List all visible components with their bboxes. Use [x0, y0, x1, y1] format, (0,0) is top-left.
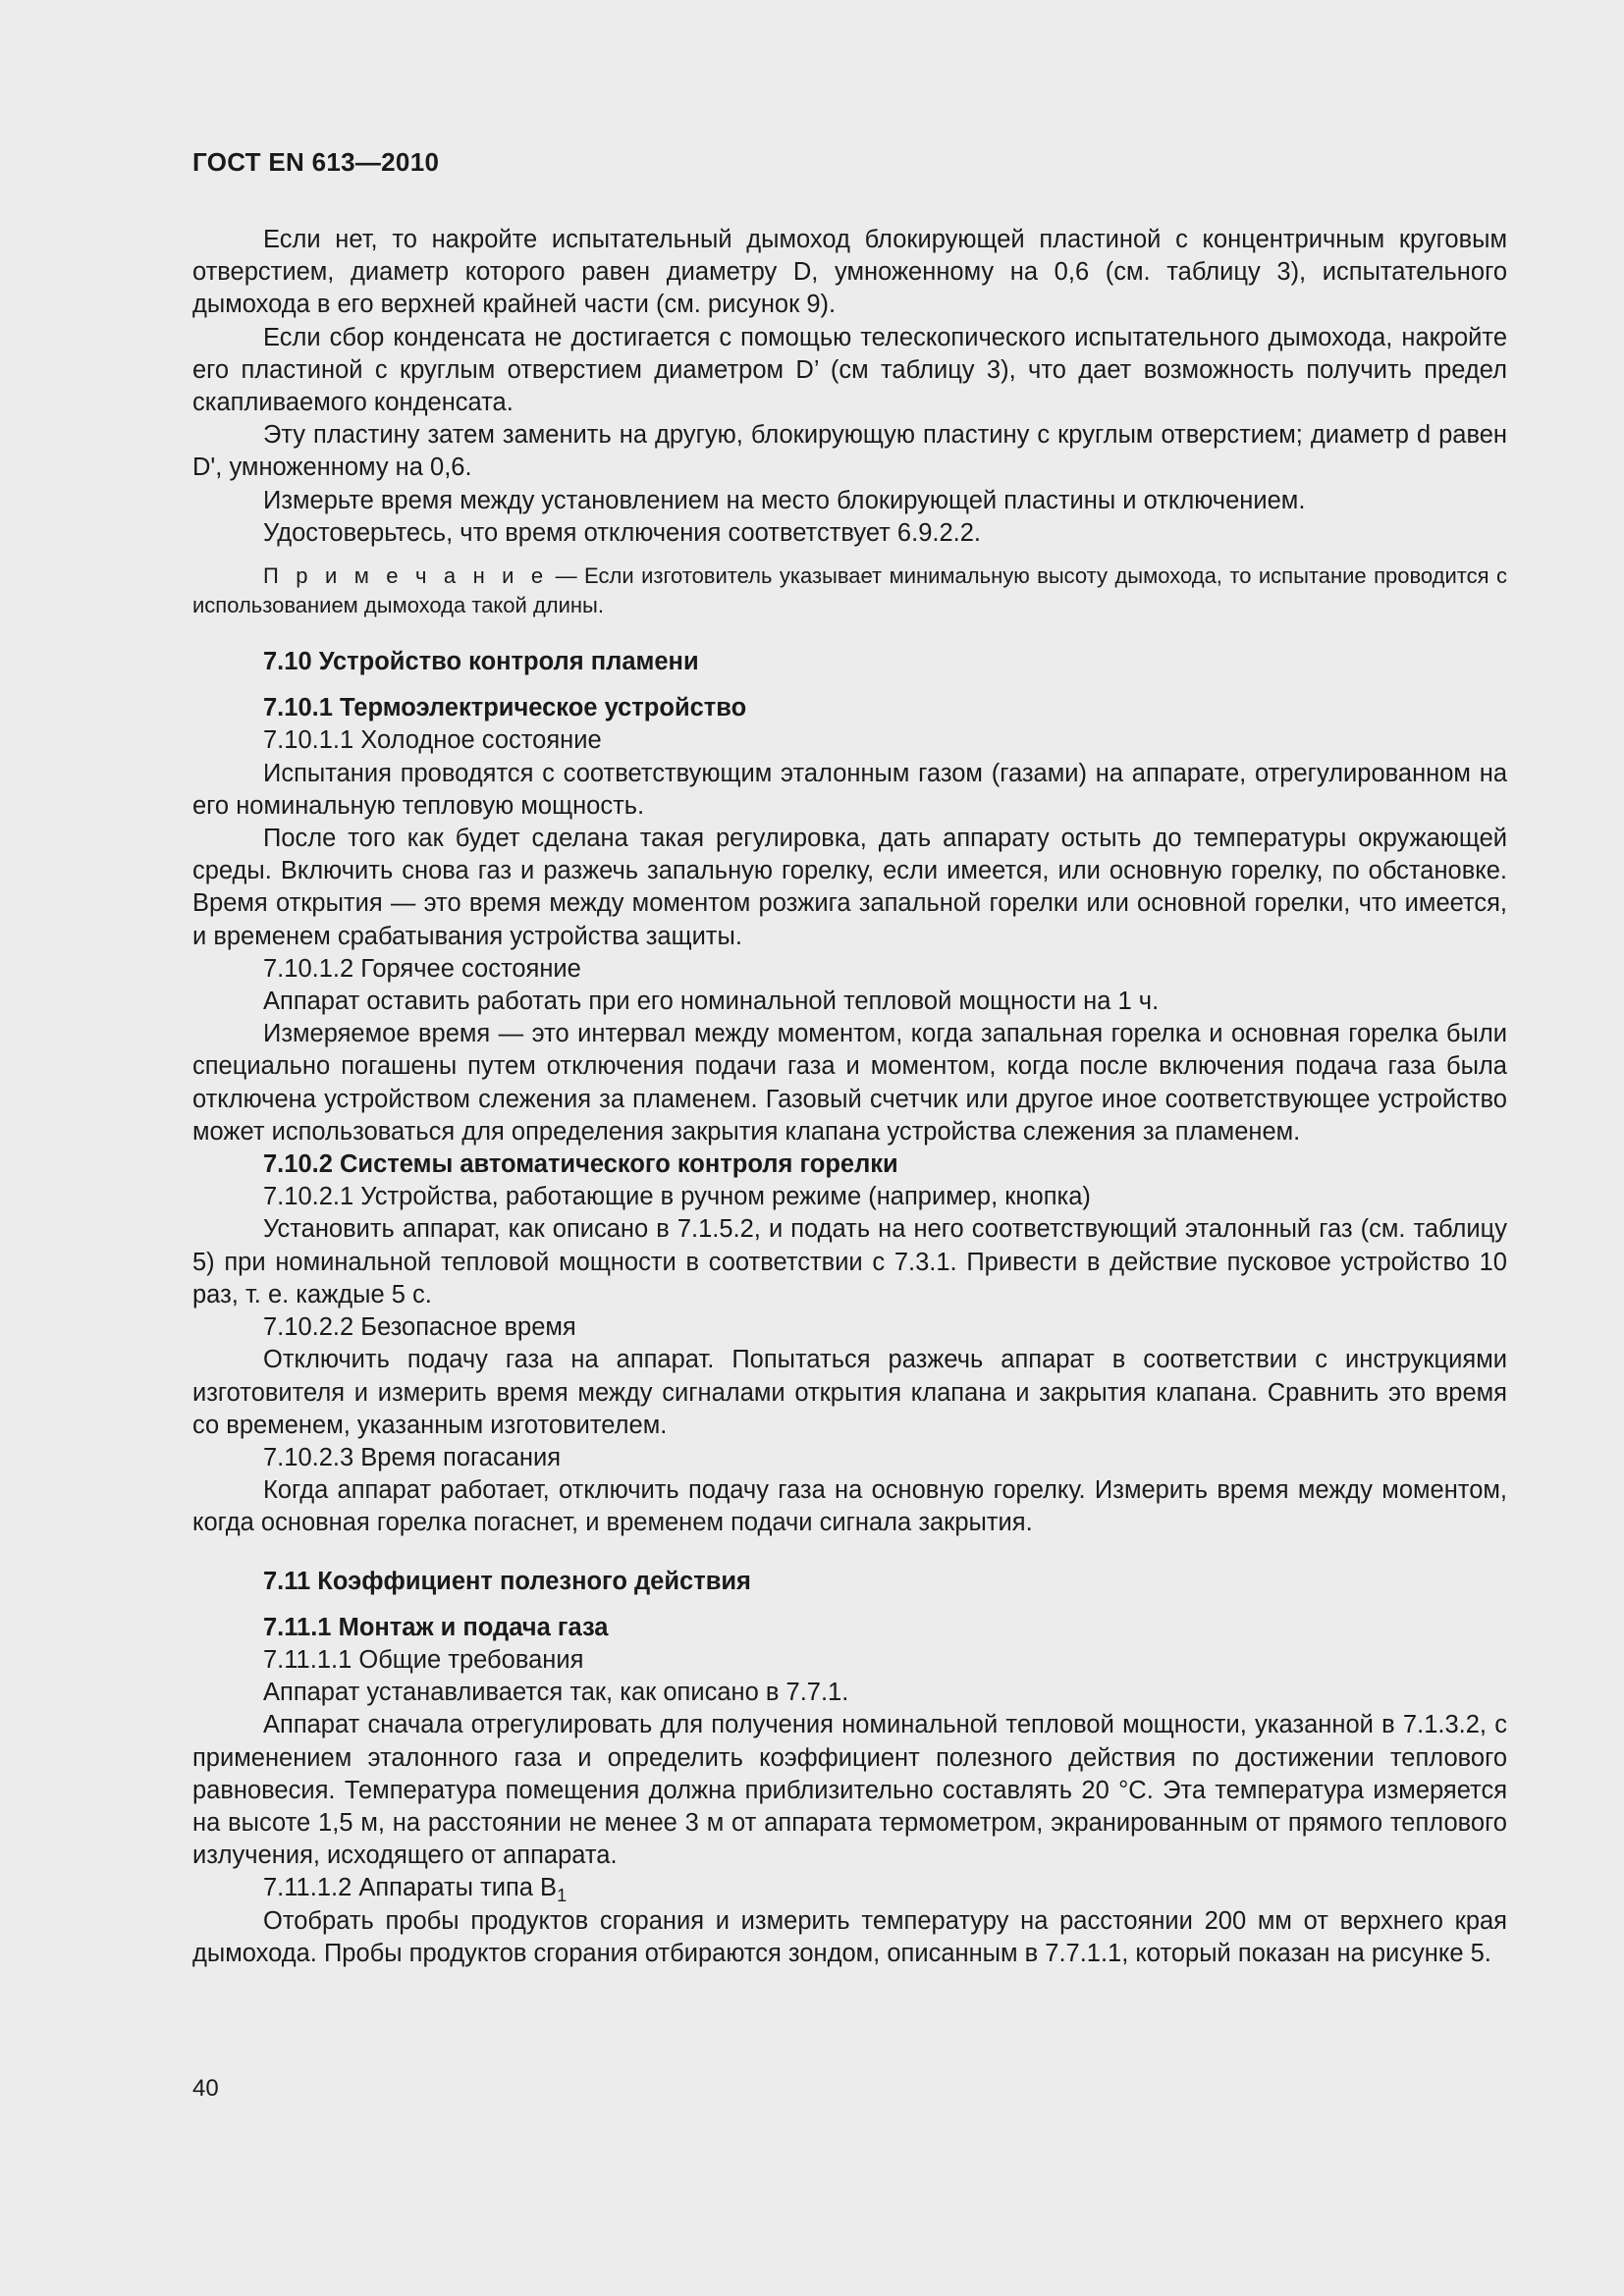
clause-heading-text: 7.11.1.2 Аппараты типа В — [263, 1874, 558, 1902]
paragraph: Когда аппарат работает, отключить подачу газа на основную горелку. Измерить время между моментом, когда основная горелка погаснет, и временем подачи сигнала закрытия. — [192, 1476, 1507, 1537]
section-heading-7-10: 7.10 Устройство контроля пламени — [263, 648, 699, 676]
paragraph: Отобрать пробы продуктов сгорания и измерить температуру на расстоянии 200 мм от верхнего края дымохода. Пробы продуктов сгорания отбираются зондом, описанным в 7.7.1.1, который показан на рисунке 5. — [192, 1906, 1507, 1967]
clause-heading-7-10-2-1: 7.10.2.1 Устройства, работающие в ручном режиме (например, кнопка) — [263, 1183, 1091, 1211]
paragraph: Аппарат устанавливается так, как описано в 7.7.1. — [263, 1679, 849, 1707]
subsection-heading-7-10-2: 7.10.2 Системы автоматического контроля горелки — [263, 1150, 898, 1179]
paragraph: Измеряемое время — это интервал между моментом, когда запальная горелка и основная горелка были специально погашены путем отключения подачи газа и моментом, когда после включения подача газа была отключена устройством слежения за пламенем. Газовый счетчик или другое иное соответствующее устройство может использоваться для определения закрытия клапана устройства слежения за пламенем. — [192, 1020, 1507, 1146]
paragraph: Эту пластину затем заменить на другую, блокирующую пластину с круглым отверстием; диаметр d равен D', умноженному на 0,6. — [192, 421, 1507, 482]
subscript: 1 — [557, 1886, 568, 1906]
paragraph: После того как будет сделана такая регулировка, дать аппарату остыть до температуры окружающей среды. Включить снова газ и разжечь запальную горелку, если имеется, или основную горелку, по обстановке. Время открытия — это время между моментом розжига запальной горелки или основной горелки, что имеется, и временем срабатывания устройства защиты. — [192, 825, 1507, 950]
document-title: ГОСТ EN 613—2010 — [192, 147, 440, 177]
paragraph: Если нет, то накройте испытательный дымоход блокирующей пластиной с концентричным круговым отверстием, диаметр которого равен диаметру D, умноженному на 0,6 (см. таблицу 3), испытательного дымохода в его верхней крайней части (см. рисунок 9). — [192, 226, 1507, 319]
paragraph: Испытания проводятся с соответствующим эталонным газом (газами) на аппарате, отрегулированном на его номинальную тепловую мощность. — [192, 759, 1507, 820]
paragraph: Отключить подачу газа на аппарат. Попытаться разжечь аппарат в соответствии с инструкциями изготовителя и измерить время между сигналами открытия клапана и закрытия клапана. Сравнить это время со временем, указанным изготовителем. — [192, 1346, 1507, 1439]
clause-heading-7-11-1-2 — [192, 1872, 1507, 1904]
paragraph: Аппарат оставить работать при его номинальной тепловой мощности на 1 ч. — [263, 988, 1160, 1016]
paragraph: Удостоверьтесь, что время отключения соответствует 6.9.2.2. — [263, 518, 981, 547]
clause-heading-7-10-1-2: 7.10.1.2 Горячее состояние — [263, 954, 581, 983]
clause-heading-7-10-2-2: 7.10.2.2 Безопасное время — [263, 1313, 576, 1342]
clause-heading-7-10-2-3: 7.10.2.3 Время погасания — [263, 1443, 562, 1471]
page-number: 40 — [192, 2075, 219, 2102]
paragraph: Аппарат сначала отрегулировать для получения номинальной тепловой мощности, указанной в 7.1.3.2, с применением эталонного газа и определить коэффициент полезного действия по достижении теплового равновесия. Температура помещения должна приблизительно составлять 20 °С. Эта температура измеряется на высоте 1,5 м, на расстоянии не менее 3 м от аппарата термометром, экранированным от прямого теплового излучения, исходящего от аппарата. — [192, 1711, 1507, 1870]
paragraph: Если сбор конденсата не достигается с помощью телескопического испытательного дымохода, накройте его пластиной с круглым отверстием диаметром D’ (см таблицу 3), что дает возможность получить предел скапливаемого конденсата. — [192, 323, 1507, 417]
note-label: П р и м е ч а н и е — [263, 563, 549, 589]
subsection-heading-7-11-1: 7.11.1 Монтаж и подача газа — [263, 1613, 609, 1641]
paragraph: Измерьте время между установлением на место блокирующей пластины и отключением. — [263, 486, 1306, 514]
subsection-heading-7-10-1: 7.10.1 Термоэлектрическое устройство — [263, 694, 747, 722]
document-body — [192, 224, 1507, 1970]
paragraph: Установить аппарат, как описано в 7.1.5.2, и подать на него соответствующий эталонный газ (см. таблицу 5) при номинальной тепловой мощности в соответствии с 7.3.1. Привести в действие пусковое устройство 10 раз, т. е. каждые 5 с. — [192, 1215, 1507, 1308]
note-text: — Если изготовитель указывает минимальную высоту дымохода, то испытание проводится с использованием дымохода такой длины. — [192, 563, 1507, 618]
note — [192, 561, 1507, 620]
clause-heading-7-11-1-1: 7.11.1.1 Общие требования — [263, 1645, 584, 1674]
section-heading-7-11: 7.11 Коэффициент полезного действия — [263, 1567, 751, 1595]
clause-heading-7-10-1-1: 7.10.1.1 Холодное состояние — [263, 726, 602, 755]
